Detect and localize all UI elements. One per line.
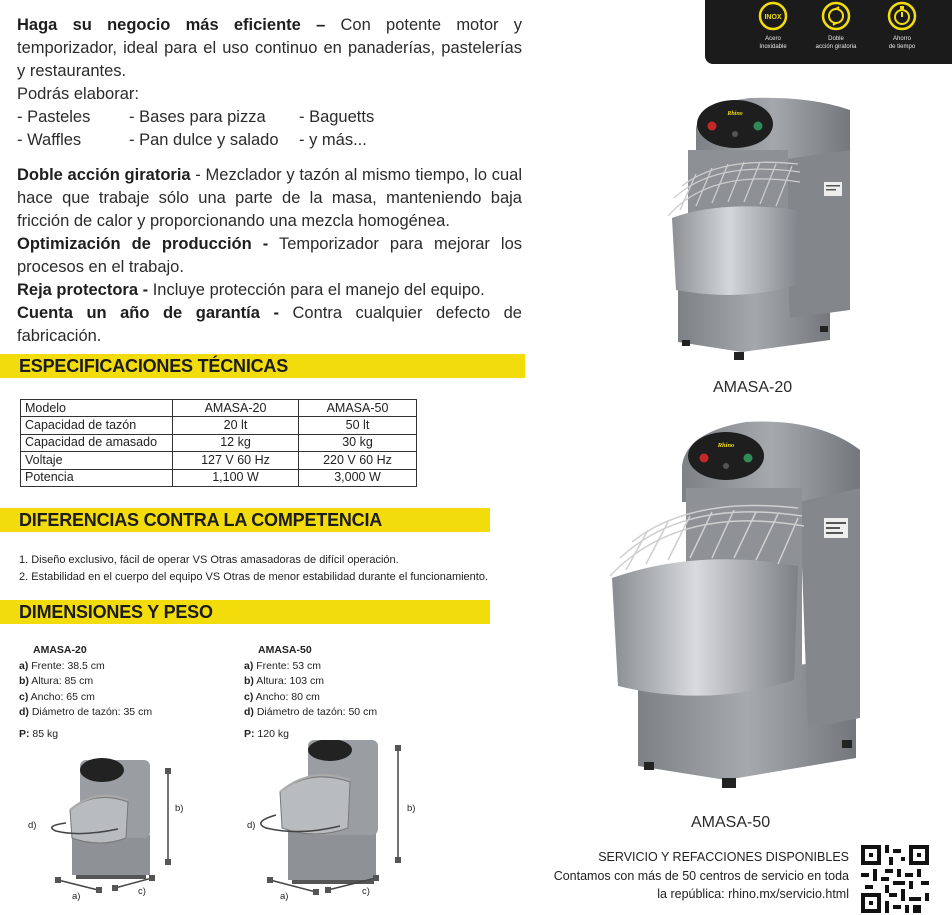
use-item: - Baguetts: [299, 108, 375, 126]
intro-body: Con potente motor y temporizador, ideal para el uso continuo en panaderías, pastelerías y restaurantes.: [17, 16, 522, 80]
differences-list: [19, 552, 488, 586]
spec-table: [20, 399, 417, 487]
label-c-20: c): [138, 886, 146, 897]
label-b-20: b): [175, 803, 184, 814]
badge-timer: [867, 0, 937, 51]
dims-title: AMASA-20: [33, 644, 87, 656]
feature-guard: [17, 279, 522, 302]
label-d-20: d): [28, 820, 37, 831]
list-item: 2. Estabilidad en el cuerpo del equipo VS Otras de menor estabilidad durante el funcionamiento.: [19, 571, 489, 583]
inox-icon: [757, 0, 789, 32]
service-info: [554, 848, 849, 904]
table-row: [21, 434, 417, 451]
table-header-row: [21, 400, 417, 417]
section-header-dims: [0, 600, 490, 624]
dims-line: d) Diámetro de tazón: 50 cm: [244, 706, 378, 719]
use-item: - Bases para pizza: [129, 108, 266, 126]
uses-list: [17, 106, 522, 152]
use-item: - Waffles: [17, 131, 82, 149]
dims-amasa-50: [244, 643, 377, 743]
section-title: ESPECIFICACIONES TÉCNICAS: [19, 356, 289, 376]
table-cell: 20 lt: [173, 417, 299, 434]
feature-text: - Mezclador y tazón al mismo tiempo, lo cual hace que trabaje sólo una parte de la masa, manteniendo baja fricción de calor y proporcionando una mezcla homogénea.: [17, 166, 522, 230]
service-title: SERVICIO Y REFACCIONES DISPONIBLES: [598, 850, 849, 864]
badge-label: Acero Inoxidable: [759, 36, 787, 50]
feature-title: Optimización de producción -: [17, 235, 269, 253]
caption-amasa-50: AMASA-50: [691, 814, 771, 831]
mixer-20-photo: [660, 90, 860, 365]
label-d-50: d): [247, 820, 256, 831]
table-cell: Modelo: [21, 400, 173, 417]
table-row: [21, 469, 417, 486]
table-row: [21, 417, 417, 434]
feature-title: Cuenta un año de garantía -: [17, 304, 279, 322]
table-cell: 1,100 W: [173, 469, 299, 486]
section-header-specs: [0, 354, 525, 378]
section-title: DIMENSIONES Y PESO: [19, 602, 213, 622]
badge-label: Ahorro de tiempo: [888, 36, 916, 50]
brand-logo: Rhino: [727, 111, 743, 117]
badge-inox: [738, 0, 808, 51]
dims-line: a) Frente: 53 cm: [244, 659, 322, 672]
label-c-50: c): [362, 886, 370, 897]
table-cell: Capacidad de amasado: [21, 434, 173, 451]
feature-text: Contra cualquier defecto de fabricación.: [17, 304, 522, 345]
section-title: DIFERENCIAS CONTRA LA COMPETENCIA: [19, 510, 383, 530]
svg-text:INOX: INOX: [764, 14, 782, 21]
table-cell: Capacidad de tazón: [21, 417, 173, 434]
feature-badges: [705, 0, 952, 64]
intro-paragraph: [17, 14, 522, 106]
intro-heading: Haga su negocio más eficiente –: [17, 16, 326, 34]
table-row: [21, 452, 417, 469]
feature-title: Reja protectora -: [17, 281, 149, 299]
feature-title: Doble acción giratoria: [17, 166, 191, 184]
service-link[interactable]: la república: rhino.mx/servicio.html: [657, 887, 849, 901]
table-cell: Potencia: [21, 469, 173, 486]
dimension-diagrams: [0, 740, 470, 915]
table-cell: 127 V 60 Hz: [173, 452, 299, 469]
use-item: - Pan dulce y salado: [129, 131, 279, 149]
dims-line: c) Ancho: 80 cm: [244, 690, 320, 703]
feature-text: Temporizador para mejorar los procesos en el trabajo.: [17, 235, 523, 276]
badge-label: Doble acción giratoria: [815, 36, 857, 50]
use-item: - y más...: [299, 131, 367, 149]
feature-rotation: [17, 164, 522, 233]
table-cell: 3,000 W: [299, 469, 417, 486]
service-text: Contamos con más de 50 centros de servicio en toda: [553, 868, 849, 883]
feature-warranty: [17, 302, 522, 348]
intro-tail: Podrás elaborar:: [17, 85, 139, 103]
dims-line: a) Frente: 38.5 cm: [19, 659, 105, 672]
dims-line: d) Diámetro de tazón: 35 cm: [19, 706, 153, 719]
table-cell: Voltaje: [21, 452, 173, 469]
brand-logo: Rhino: [717, 442, 735, 449]
table-cell: 50 lt: [299, 417, 417, 434]
table-cell: 220 V 60 Hz: [299, 452, 417, 469]
label-a-20: a): [72, 891, 81, 902]
table-cell: AMASA-50: [299, 400, 417, 417]
timer-icon: [886, 0, 918, 32]
table-cell: AMASA-20: [173, 400, 299, 417]
label-b-50: b): [407, 803, 416, 814]
list-item: 1. Diseño exclusivo, fácil de operar VS Otras amasadoras de difícil operación.: [19, 554, 399, 566]
qr-code-icon[interactable]: [861, 845, 929, 913]
table-cell: 30 kg: [299, 434, 417, 451]
label-a-50: a): [280, 891, 289, 902]
dims-title: AMASA-50: [258, 644, 312, 656]
dims-line: c) Ancho: 65 cm: [19, 690, 95, 703]
mixer-50-photo: [598, 418, 866, 808]
dims-amasa-20: [19, 643, 152, 743]
mixer-50-diagram: [261, 740, 401, 895]
badge-rotation: [801, 0, 871, 51]
feature-text: Incluye protección para el manejo del equipo.: [148, 281, 485, 299]
feature-production: [17, 233, 522, 279]
caption-amasa-20: AMASA-20: [713, 379, 793, 396]
dims-weight: P: 85 kg: [19, 727, 59, 740]
rotation-icon: [820, 0, 852, 32]
section-header-diff: [0, 508, 490, 532]
mixer-20-diagram: [52, 758, 171, 893]
dims-line: b) Altura: 85 cm: [19, 675, 94, 688]
dims-line: b) Altura: 103 cm: [244, 675, 324, 688]
intro-text: [17, 14, 522, 348]
dims-weight: P: 120 kg: [244, 727, 289, 740]
use-item: - Pasteles: [17, 108, 91, 126]
table-cell: 12 kg: [173, 434, 299, 451]
